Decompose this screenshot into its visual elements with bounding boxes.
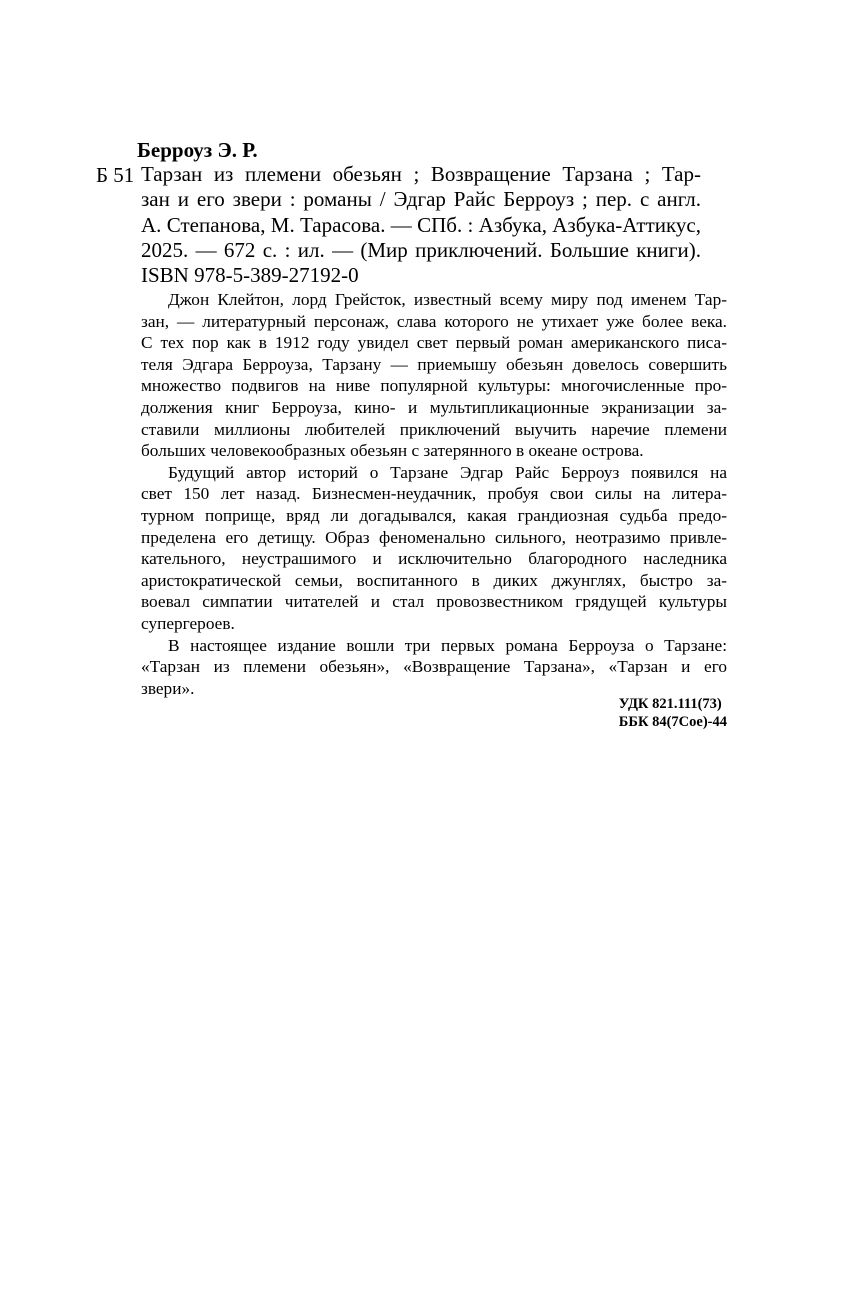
entry-line: 2025. — 672 с. : ил. — (Мир приключений. Большие книги). — [141, 237, 701, 262]
annotation-line: звери». — [141, 678, 195, 698]
annotation-line: Будущий автор историй о Тарзане Эдгар Райс Берроуз появился на — [168, 462, 727, 482]
annotation — [141, 289, 727, 699]
library-index-code: Б 51 — [96, 163, 135, 187]
annotation-line: С тех пор как в 1912 году увидел свет первый роман американского писа- — [141, 333, 727, 353]
annotation-line: больших человекообразных обезьян с затерянного в океане острова. — [141, 441, 644, 461]
udk-code: УДК 821.111(73) — [618, 696, 722, 712]
annotation-line: пределена его детищу. Образ феноменально сильного, неотразимо привле- — [141, 527, 727, 547]
bbk-code: ББК 84(7Сое)-44 — [618, 714, 727, 730]
author-heading: Берроуз Э. Р. — [137, 138, 258, 162]
entry-line: зан и его звери : романы / Эдгар Райс Берроуз ; пер. с англ. — [141, 187, 701, 212]
annotation-line: зан, — литературный персонаж, слава которого не утихает уже более века. — [141, 311, 727, 331]
annotation-line: должения книг Берроуза, кино- и мультипликационные экранизации за- — [141, 397, 727, 417]
annotation-line: множество подвигов на ниве популярной культуры: многочисленные про- — [141, 376, 727, 396]
annotation-line: «Тарзан из племени обезьян», «Возвращение Тарзана», «Тарзан и его — [141, 657, 727, 677]
bibliographic-entry — [141, 162, 701, 288]
annotation-line: воевал симпатии читателей и стал провозвестником грядущей культуры — [141, 592, 727, 612]
entry-line: А. Степанова, М. Тарасова. — СПб. : Азбука, Азбука-Аттикус, — [141, 212, 701, 237]
annotation-line: теля Эдгара Берроуза, Тарзану — приемышу обезьян довелось совершить — [141, 354, 727, 374]
classification-codes — [619, 695, 727, 731]
entry-line: Тарзан из племени обезьян ; Возвращение Тарзана ; Тар- — [141, 162, 701, 186]
isbn: ISBN 978-5-389-27192-0 — [141, 263, 359, 288]
annotation-line: Джон Клейтон, лорд Грейсток, известный всему миру под именем Тар- — [168, 290, 727, 309]
annotation-line: супергероев. — [141, 613, 235, 633]
annotation-line: турном поприще, вряд ли догадывался, какая грандиозная судьба предо- — [141, 505, 727, 525]
annotation-line: ставили миллионы любителей приключений выучить наречие племени — [141, 419, 727, 439]
annotation-line: В настоящее издание вошли три первых романа Берроуза о Тарзане: — [168, 635, 727, 655]
annotation-line: кательного, неустрашимого и исключительно благородного наследника — [141, 549, 727, 569]
annotation-line: свет 150 лет назад. Бизнесмен-неудачник, пробуя свои силы на литера- — [141, 484, 727, 504]
annotation-line: аристократической семьи, воспитанного в диких джунглях, быстро за- — [141, 570, 727, 590]
